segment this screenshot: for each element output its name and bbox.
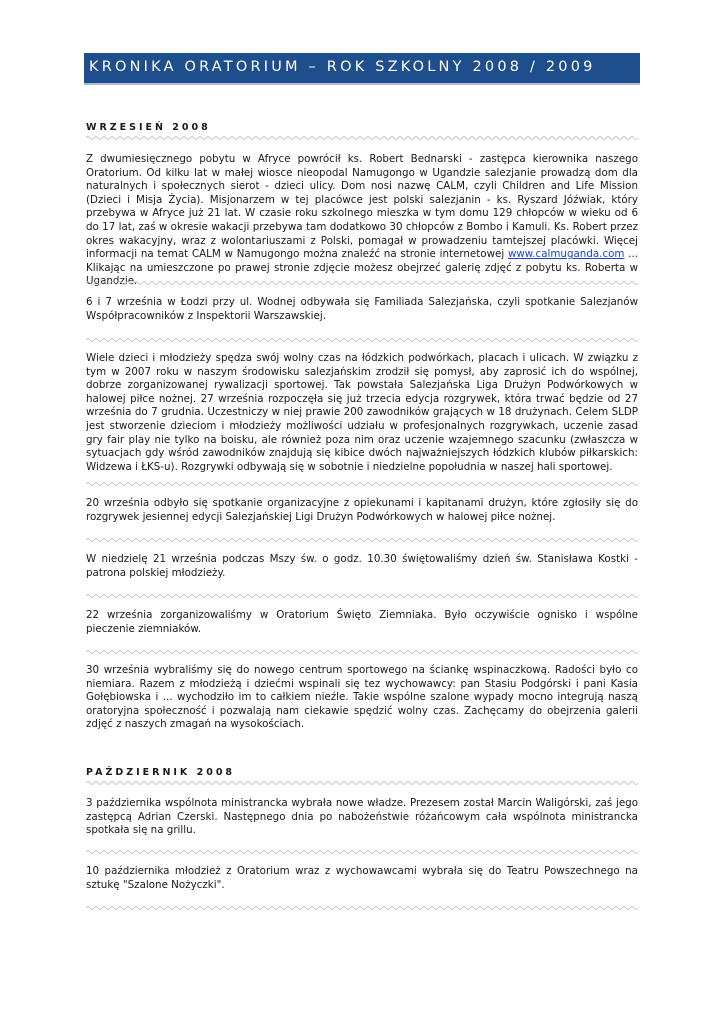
page-title: KRONIKA ORATORIUM – ROK SZKOLNY 2008 / 2009 xyxy=(89,59,596,75)
entry-divider xyxy=(86,480,638,488)
entry-divider xyxy=(86,279,638,287)
entry-paragraph: 3 października wspólnota ministrancka wybrała nowe władze. Prezesem został Marcin Waligórski, zaś jego zastępcą Adrian Czerski. Następnego dnia po nabożeństwie różańcowym cała wspólnota ministrancka spotkała się na grillu. xyxy=(86,797,638,837)
divider-wave-line xyxy=(86,782,638,785)
entry-paragraph: 30 września wybraliśmy się do nowego centrum sportowego na ściankę wspinaczkową. Radości było co niemiara. Razem z młodzieżą i dziećmi wspinali się tez wychowawcy: pan Stasiu Podgórski i pani Kasia Gołębiowska i ... wychodziło im to całkiem nieźle. Takie wspólne szalone wypady mocno integrują naszą oratoryjna społeczność i pozwalają nam ciekawie spędzić wolny czas. Zachęcamy do obejrzenia galerii zdjęć z naszych zmagań na wysokościach. xyxy=(86,664,638,731)
divider-wave-line xyxy=(86,539,638,542)
entry-text: ... Klikając na umieszczone po prawej stronie zdjęcie możesz obejrzeć galerię zdjęć z pobytu ks. Roberta w Ugandzie. xyxy=(86,248,639,288)
calmuganda-link[interactable]: www.calmuganda.com xyxy=(507,248,625,261)
entry-paragraph: 6 i 7 września w Łodzi przy ul. Wodnej odbywała się Familiada Salezjańska, czyli spotkanie Salezjanów Współpracowników z Inspektorii Warszawskiej. xyxy=(86,296,638,322)
divider-wave-line xyxy=(86,339,638,342)
entry-divider xyxy=(86,592,638,600)
section-heading-pazdziernik: PAŹDZIERNIK 2008 xyxy=(86,767,236,778)
section-divider xyxy=(86,779,638,787)
divider-wave-line xyxy=(86,651,638,654)
entry-divider xyxy=(86,536,638,544)
entry-divider xyxy=(86,336,638,344)
divider-wave-line xyxy=(86,282,638,285)
entry-paragraph: W niedzielę 21 września podczas Mszy św. o godz. 10.30 świętowaliśmy dzień św. Stanisława Kostki - patrona polskiej młodzieży. xyxy=(86,553,638,579)
entry-divider xyxy=(86,904,638,912)
title-banner xyxy=(84,53,640,85)
divider-wave-line xyxy=(86,483,638,486)
entry-paragraph: 22 września zorganizowaliśmy w Oratorium Święto Ziemniaka. Było oczywiście ognisko i wspólne pieczenie ziemniaków. xyxy=(86,609,638,635)
entry-paragraph: 20 września odbyło się spotkanie organizacyjne z opiekunami i kapitanami drużyn, które zgłosiły się do rozgrywek jesiennej edycji Salezjańskiej Ligi Drużyn Podwórkowych w halowej piłce nożnej. xyxy=(86,497,638,523)
entry-paragraph: Wiele dzieci i młodzieży spędza swój wolny czas na łódzkich podwórkach, placach i ulicach. W związku z tym w 2007 roku w naszym środowisku salezjańskim zrodził się pomysł, aby zaprosić ich do wspólnej, dobrze zorganizowanej rywalizacji sportowej. Tak powstała Salezjańska Liga Drużyn Podwórkowych w halowej piłce nożnej. 27 września rozpoczęła się już trzecia edycja rozgrywek, która trwać będzie od 27 września do 7 grudnia. Uczestniczy w niej prawie 200 zawodników grających w 18 drużynach. Celem SLDP jest stworzenie dzieciom i młodzieży możliwości udziału w profesjonalnych rozgrywkach, uczenie zasad gry fair play nie tylko na boisku, ale również poza nim oraz uczenie wzajemnego szacunku (zwłaszcza w sytuacjach gdy wśród zawodników znajdują się kibice dwóch najważniejszych łódzkich klubów piłkarskich: Widzewa i ŁKS-u). Rozgrywki odbywają się w sobotnie i niedzielne popołudnia w naszej hali sportowej. xyxy=(86,352,638,473)
entry-divider xyxy=(86,648,638,656)
section-heading-wrzesien: WRZESIEŃ 2008 xyxy=(86,122,211,133)
divider-wave-line xyxy=(86,137,638,140)
divider-wave-line xyxy=(86,851,638,854)
entry-divider xyxy=(86,848,638,856)
entry-paragraph: 10 października młodzież z Oratorium wraz z wychowawcami wybrała się do Teatru Powszechnego na sztukę "Szalone Nożyczki". xyxy=(86,865,638,891)
entry-text: Z dwumiesięcznego pobytu w Afryce powrócił ks. Robert Bednarski - zastępca kierownika naszego Oratorium. Od kilku lat w małej wiosce nieopodal Namugongo w Ugandzie salezjanie prowadzą dom dla naturalnych i społecznych sierot - dzieci ulicy. Dom nosi nazwę CALM, czyli Children and Life Mission (Dzieci i Misja Życia). Misjonarzem w tej placówce jest polski salezjanin - ks. Ryszard Jóźwiak, który przebywa w Afryce już 21 lat. W czasie roku szkolnego mieszka w tym domu 129 chłopców w wieku od 6 do 17 lat, zaś w okresie wakacji przebywa tam dodatkowo 30 chłopców z Bombo i Kamuli. Ks. Robert przez okres wakacyjny, wraz z wolontariuszami z Polski, pomagał w prowadzeniu tamtejszej placówki. Więcej informacji na temat CALM w Namugongo można znaleźć na stronie internetowej xyxy=(86,153,638,261)
divider-wave-line xyxy=(86,907,638,910)
section-divider xyxy=(86,134,638,142)
divider-wave-line xyxy=(86,595,638,598)
entry-paragraph-calm xyxy=(86,153,638,289)
